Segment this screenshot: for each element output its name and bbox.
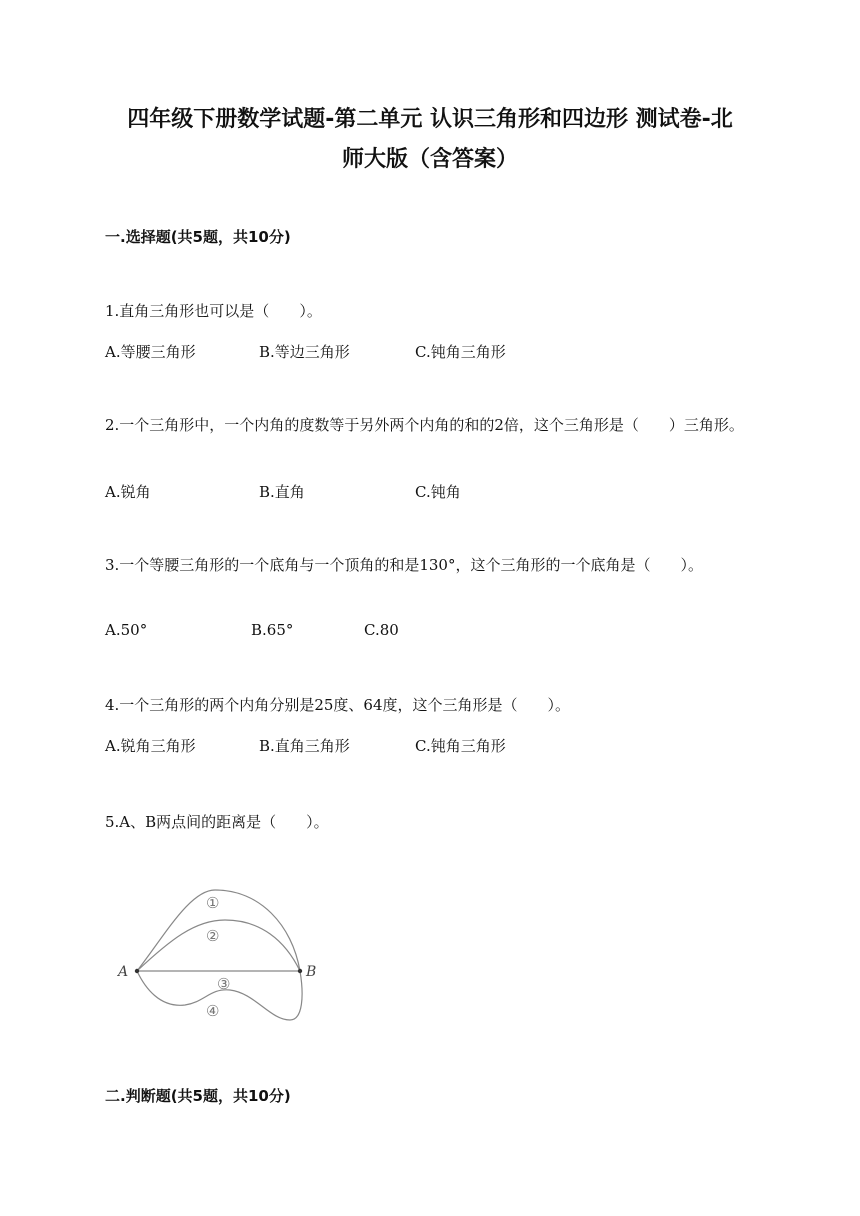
- option-b: B.直角三角形: [259, 737, 350, 755]
- point-a-label: A: [118, 964, 129, 980]
- option-b: B.等边三角形: [259, 343, 350, 361]
- option-c: C.钝角三角形: [415, 737, 506, 755]
- question-1: 1.直角三角形也可以是（ ）。: [105, 302, 322, 320]
- title-line-2: 师大版（含答案）: [341, 147, 518, 172]
- question-3-options: [105, 621, 745, 643]
- question-4-options: [105, 735, 745, 757]
- section-heading-judgement: 二.判断题(共5题，共10分): [105, 1087, 291, 1105]
- point-b-label: B: [306, 964, 317, 980]
- option-c: C.钝角: [415, 483, 461, 501]
- path-2-label: ②: [206, 927, 220, 945]
- option-a: A.50°: [105, 621, 148, 639]
- path-4-label: ④: [206, 1002, 220, 1020]
- question-5: 5.A、B两点间的距离是（ ）。: [105, 813, 329, 831]
- point-b-dot: [298, 969, 302, 973]
- path-1-label: ①: [206, 894, 220, 912]
- option-a: A.锐角三角形: [105, 737, 196, 755]
- path-3-label: ③: [217, 975, 231, 993]
- section-heading-choice: 一.选择题(共5题，共10分): [105, 228, 291, 246]
- point-a-dot: [135, 969, 139, 973]
- question-4: 4.一个三角形的两个内角分别是25度、64度，这个三角形是（ ）。: [105, 696, 570, 714]
- option-a: A.锐角: [105, 483, 151, 501]
- option-c: C.钝角三角形: [415, 343, 506, 361]
- distance-figure: [110, 880, 330, 1030]
- title-line-1: 四年级下册数学试题-第二单元 认识三角形和四边形 测试卷-北: [127, 107, 733, 132]
- question-2: 2.一个三角形中，一个内角的度数等于另外两个内角的和的2倍，这个三角形是（ ）三角形。: [105, 416, 744, 434]
- option-b: B.65°: [251, 621, 294, 639]
- page-title: [100, 100, 760, 180]
- question-2-options: [105, 481, 745, 503]
- option-a: A.等腰三角形: [105, 343, 196, 361]
- question-3: 3.一个等腰三角形的一个底角与一个顶角的和是130°，这个三角形的一个底角是（ ）。: [105, 556, 703, 574]
- option-c: C.80: [364, 621, 399, 639]
- option-b: B.直角: [259, 483, 305, 501]
- question-1-options: [105, 341, 745, 363]
- paths-diagram: [110, 880, 330, 1030]
